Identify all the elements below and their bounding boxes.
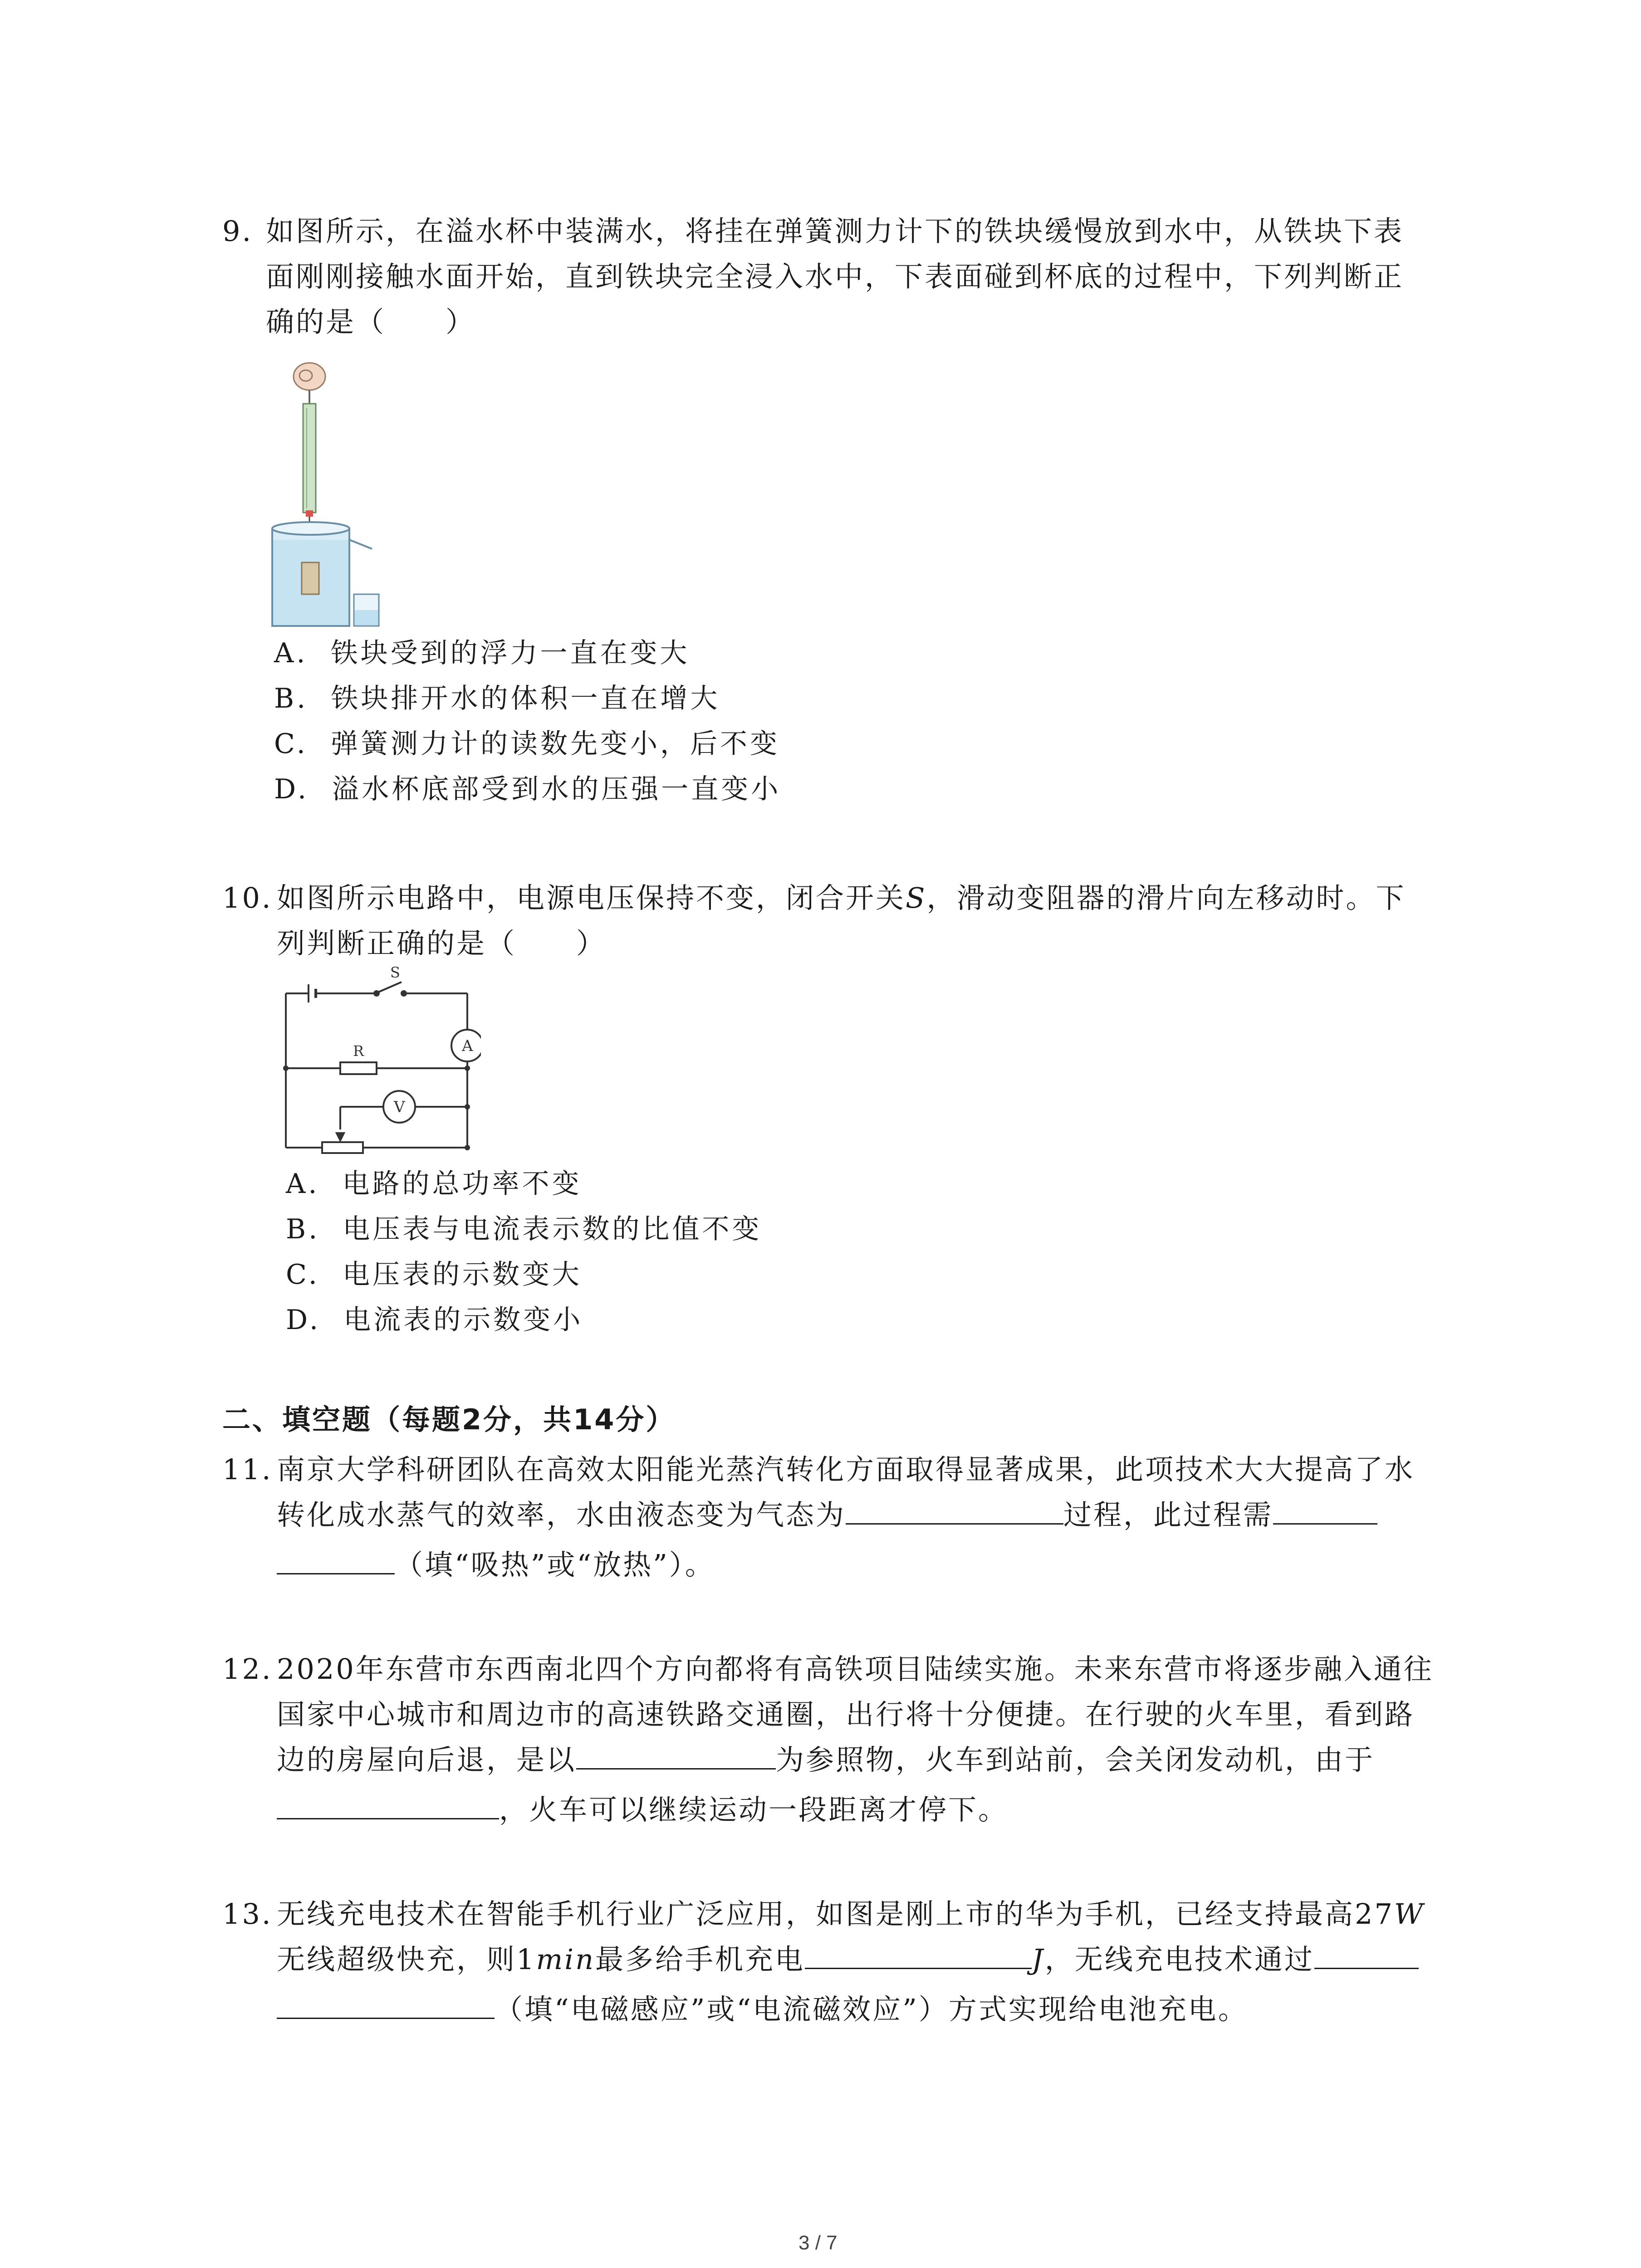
q10-option-b[interactable] (286, 1207, 762, 1252)
q12-line-2: 国家中心城市和周边市的高速铁路交通圈，出行将十分便捷。在行驶的火车里，看到路 (277, 1698, 1415, 1731)
switch-variable: S (906, 881, 927, 914)
q9-line-3: 确的是（ ） (266, 305, 476, 338)
option-text: 电压表的示数变大 (343, 1259, 582, 1290)
q11-line-2-text-b: 过程，此过程需 (1063, 1498, 1274, 1531)
q13-line-3 (277, 1987, 1248, 2032)
q9-line-2: 面刚刚接触水面开始，直到铁块完全浸入水中，下表面碰到杯底的过程中，下列判断正 (266, 260, 1404, 293)
q11-blank-2a[interactable] (1273, 1495, 1377, 1525)
option-label: B. (274, 683, 309, 714)
q11-line-1: 南京大学科研团队在高效太阳能光蒸汽转化方面取得显著成果，此项技术大大提高了水 (277, 1453, 1415, 1486)
q11-line-3 (277, 1542, 715, 1588)
option-label: C. (274, 728, 308, 760)
q12-blank-2[interactable] (277, 1790, 499, 1819)
q12-blank-1[interactable] (576, 1740, 776, 1769)
q11-line-3-text: （填“吸热”或“放热”）。 (395, 1548, 715, 1581)
q13-number: 13. (222, 1897, 273, 1931)
q10-option-c[interactable] (286, 1252, 582, 1297)
q11-line-2 (277, 1492, 1377, 1538)
option-label: A. (274, 637, 308, 669)
circuit-diagram (277, 966, 481, 1166)
q13-line-2 (277, 1937, 1419, 1982)
switch-label: S (390, 966, 400, 981)
q13-line-2-text: 无线超级快充，则1 (277, 1943, 536, 1976)
unit-minute: min (536, 1943, 596, 1976)
q10-number: 10. (222, 881, 273, 914)
q13-line-1 (277, 1892, 1425, 1937)
option-label: C. (286, 1259, 320, 1290)
q10-option-d[interactable] (286, 1297, 583, 1343)
q12-line-3-text-b: 为参照物，火车到站前，会关闭发动机，由于 (776, 1743, 1375, 1776)
q13-blank-2a[interactable] (1314, 1940, 1419, 1969)
q13-line-2-text-b: 最多给手机充电 (595, 1943, 805, 1976)
q13-line-1-text: 无线充电技术在智能手机行业广泛应用，如图是刚上市的华为手机，已经支持最高27 (277, 1897, 1394, 1931)
q9-number: 9. (222, 215, 253, 248)
q10-line-2: 列判断正确的是（ ） (277, 927, 607, 960)
section-heading: 二、填空题（每题2分，共14分） (222, 1403, 676, 1436)
option-text: 铁块受到的浮力一直在变大 (330, 637, 690, 669)
q9-option-b[interactable] (274, 676, 720, 721)
option-label: A. (286, 1168, 320, 1200)
page-number: 3 / 7 (798, 2232, 838, 2254)
ammeter-label: A (462, 1037, 473, 1055)
option-text: 溢水杯底部受到水的压强一直变小 (332, 773, 781, 805)
option-label: D. (274, 773, 309, 805)
q10-line-1 (277, 875, 1406, 921)
q13-blank-2b[interactable] (277, 1989, 495, 2019)
q11-blank-1[interactable] (846, 1495, 1063, 1525)
q13-blank-1[interactable] (805, 1940, 1032, 1969)
option-text: 弹簧测力计的读数先变小，后不变 (331, 728, 780, 760)
q12-number: 12. (222, 1652, 273, 1686)
option-label: D. (286, 1304, 321, 1336)
option-text: 电压表与电流表示数的比值不变 (343, 1213, 762, 1245)
voltmeter-label: V (394, 1098, 405, 1116)
option-text: 电流表的示数变小 (343, 1304, 583, 1336)
q13-line-2-text-c: ，无线充电技术通过 (1044, 1943, 1314, 1976)
q9-option-c[interactable] (274, 721, 780, 767)
q12-line-3 (277, 1737, 1375, 1783)
q13-line-3-text: （填“电磁感应”或“电流磁效应”）方式实现给电池充电。 (495, 1993, 1248, 2026)
q9-line-1: 如图所示，在溢水杯中装满水，将挂在弹簧测力计下的铁块缓慢放到水中，从铁块下表 (266, 215, 1404, 248)
q10-line-1-text: 如图所示电路中，电源电压保持不变，闭合开关 (277, 881, 906, 914)
q10-line-1-text-b: ，滑动变阻器的滑片向左移动时。下 (926, 881, 1406, 914)
q12-line-4-text: ，火车可以继续运动一段距离才停下。 (499, 1793, 1009, 1826)
q11-line-2-text: 转化成水蒸气的效率，水由液态变为气态为 (277, 1498, 846, 1531)
overflow-cup-figure (259, 358, 381, 631)
resistor-label: R (353, 1042, 364, 1060)
option-text: 铁块排开水的体积一直在增大 (331, 683, 720, 714)
q11-number: 11. (222, 1453, 273, 1486)
q12-line-4 (277, 1787, 1008, 1833)
q9-option-d[interactable] (274, 767, 781, 812)
q9-option-a[interactable] (274, 631, 690, 676)
q10-option-a[interactable] (286, 1161, 582, 1207)
q12-line-1: 2020年东营市东西南北四个方向都将有高铁项目陆续实施。未来东营市将逐步融入通往 (277, 1652, 1434, 1686)
q12-line-3-text: 边的房屋向后退，是以 (277, 1743, 577, 1776)
option-text: 电路的总功率不变 (342, 1168, 582, 1200)
unit-watt: W (1394, 1897, 1425, 1931)
option-label: B. (286, 1213, 320, 1245)
unit-joule: J (1032, 1943, 1045, 1976)
q11-blank-2b[interactable] (277, 1545, 395, 1574)
